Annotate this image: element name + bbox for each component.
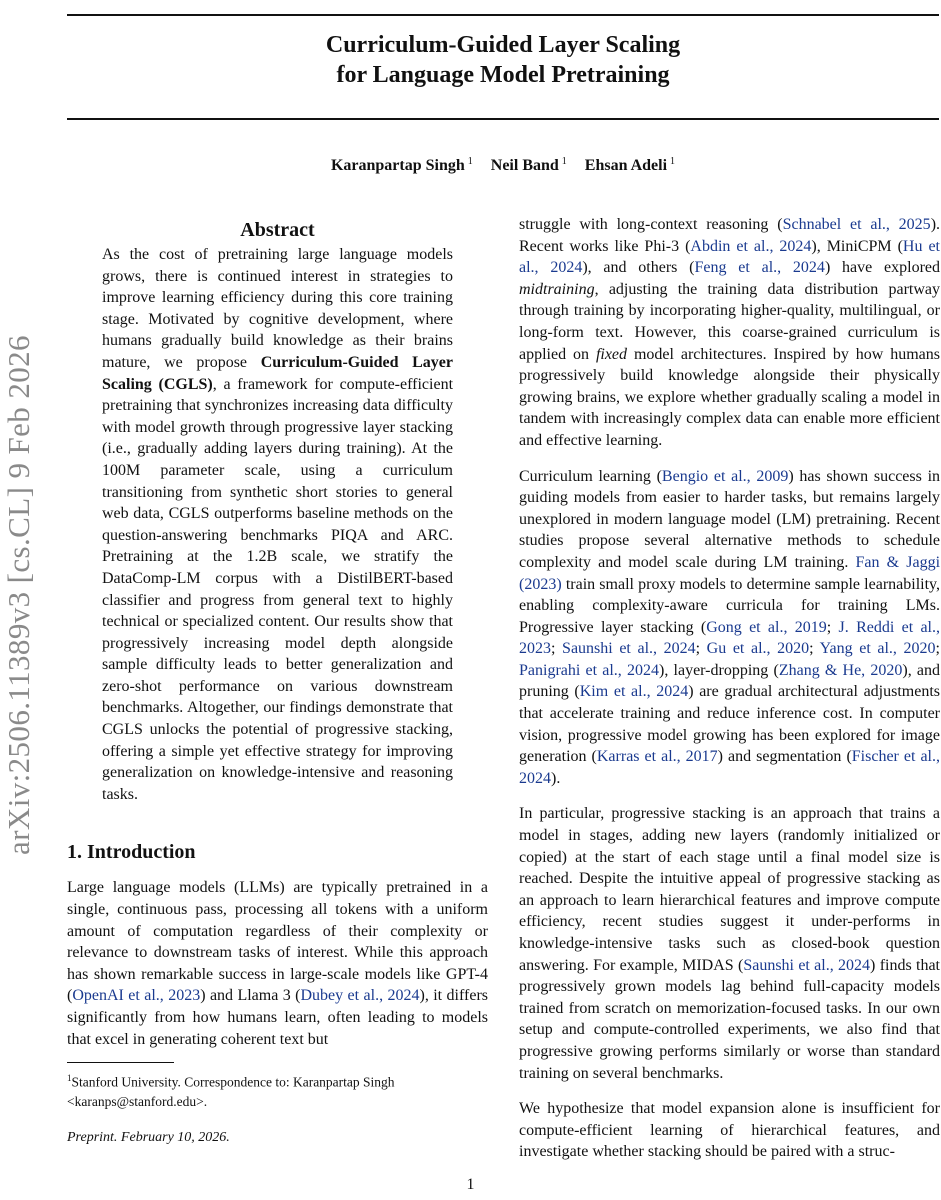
citation-link[interactable]: Zhang & He, 2020	[778, 661, 903, 679]
abstract-text: As the cost of pretraining large language models grows, there is continued interest in strategies to improve learning efficiency during this core training stage. Motivated by cognitive development, where humans gradually build knowledge as their brains mature, we propose Curriculum-Guided Layer Scaling (CGLS), a framework for compute-efficient pretraining that synchronizes increasing data difficulty with model growth through progressive layer stacking (i.e., gradually adding layers during training). At the 100M parameter scale, using a curriculum transitioning from synthetic short stories to general web data, CGLS outperforms baseline methods on the question-answering benchmarks PIQA and ARC. Pretraining at the 1.2B scale, we stratify the DataComp-LM corpus with a DistilBERT-based classifier and progress from general text to highly technical or specialized content. Our results show that progressively increasing model depth alongside sample difficulty leads to better generalization and zero-shot performance on various downstream benchmarks. Altogether, our findings demonstrate that CGLS unlocks the potential of progressive stacking, offering a simple yet effective strategy for improving generalization on knowledge-intensive and reasoning tasks.	[102, 246, 454, 803]
body-paragraph: We hypothesize that model expansion alone is insufficient for compute-efficient learning of hierarchical features, and investigate whether stacking should be paired with a struc-	[519, 1100, 940, 1161]
body-paragraph: Curriculum learning (Bengio et al., 2009) has shown success in guiding models from easier to harder tasks, but remains largely unexplored in modern language model (LM) pretraining. Recent studies propose several alternative methods to schedule complexity and model scale during LM training. Fan & Jaggi (2023) train small proxy models to determine sample learnability, enabling complexity-aware curricula for training LMs. Progressive layer stacking (Gong et al., 2019; J. Reddi et al., 2023; Saunshi et al., 2024; Gu et al., 2020; Yang et al., 2020; Panigrahi et al., 2024), layer-dropping (Zhang & He, 2020), and pruning (Kim et al., 2024) are gradual architectural adjustments that accelerate training and reduce inference cost. In computer vision, progressive model growing has been explored for image generation (Karras et al., 2017) and segmentation (Fischer et al., 2024).	[519, 467, 941, 787]
page-number: 1	[466, 1176, 475, 1193]
citation-link[interactable]: Fan & Jaggi (2023)	[519, 553, 941, 593]
paper-title	[67, 30, 939, 90]
citation-link[interactable]: Karras et al., 2017	[596, 748, 718, 766]
intro-paragraph: Large language models (LLMs) are typically pretrained in a single, continuous pass, processing all tokens with a uniform amount of computation regardless of their complexity or relevance to downstream tasks of interest. While this approach has shown remarkable success in large-scale models like GPT-4 (OpenAI et al., 2023) and Llama 3 (Dubey et al., 2024), it differs significantly from how humans learn, often leading to models that excel in generating coherent text but	[67, 879, 488, 1048]
citation-link[interactable]: Schnabel et al., 2025	[782, 216, 931, 233]
left-column	[67, 214, 488, 1147]
citation-link[interactable]: Saunshi et al., 2024	[743, 956, 871, 974]
title-bottom-rule	[67, 118, 939, 120]
title-line-2: for Language Model Pretraining	[336, 62, 670, 88]
title-line-1: Curriculum-Guided Layer Scaling	[325, 32, 681, 58]
right-column	[519, 214, 940, 1177]
author: Neil Band $^1$	[490, 156, 567, 174]
citation-link[interactable]: Gong et al., 2019	[706, 618, 827, 636]
abstract-heading: Abstract	[240, 219, 315, 241]
citation-link[interactable]: Kim et al., 2024	[579, 683, 689, 701]
citation-link[interactable]: OpenAI et al., 2023	[72, 987, 201, 1005]
body-paragraph: struggle with long-context reasoning (Schnabel et al., 2025). Recent works like Phi-3 (Abdin et al., 2024), MiniCPM (Hu et al., 2024), and others (Feng et al., 2024) have explored midtraining, adjusting the training data distribution partway through training by incorporating higher-quality, multilingual, or long-form text. However, this coarse-grained curriculum is applied on fixed model architectures. Inspired by how humans progressively build knowledge alongside their physically growing brains, we explore whether gradually scaling a model in tandem with increasingly complex data can enable more efficient and effective learning.	[519, 216, 941, 449]
citation-link[interactable]: Fischer et al., 2024	[519, 748, 941, 787]
citation-link[interactable]: Dubey et al., 2024	[300, 987, 420, 1005]
citation-link[interactable]: Feng et al., 2024	[694, 259, 825, 277]
body-paragraph: In particular, progressive stacking is an approach that trains a model in stages, adding new layers (randomly initialized or copied) at the start of each stage until a final model size is reached. Despite the intuitive appeal of progressive stacking as an approach to learn hierarchical features and improve compute efficiency, recent studies suggest it under-performs in knowledge-intensive tasks such as closed-book question answering. For example, MIDAS (Saunshi et al., 2024) finds that progressively grown models lag behind full-capacity models trained from scratch on memorization-focused tasks. In our own setup and compute-controlled experiments, we also find that progressive growing performs similarly or worse than standard training on several benchmarks.	[519, 805, 940, 1082]
author-list	[67, 156, 939, 175]
author: Ehsan Adeli $^1$	[584, 156, 676, 174]
citation-link[interactable]: J. Reddi et al., 2023	[519, 618, 941, 658]
citation-link[interactable]: Bengio et al., 2009	[661, 467, 789, 485]
citation-link[interactable]: Gu et al., 2020	[706, 640, 810, 658]
preprint-notice: Preprint. February 10, 2026.	[67, 1129, 230, 1145]
citation-link[interactable]: Hu et al., 2024	[519, 237, 940, 277]
section-heading-introduction: 1. Introduction	[67, 841, 196, 864]
citation-link[interactable]: Abdin et al., 2024	[690, 237, 812, 255]
citation-link[interactable]: Yang et al., 2020	[819, 640, 936, 658]
footnote: $^1$Stanford University. Correspondence to: Karanpartap Singh <karanps@stanford.edu>.	[67, 1073, 395, 1109]
citation-link[interactable]: Panigrahi et al., 2024	[519, 661, 659, 679]
method-name: Curriculum-Guided Layer Scaling (CGLS)	[102, 353, 453, 393]
author: Karanpartap Singh $^1$	[330, 156, 473, 174]
arxiv-id: arXiv:2506.11389v3 [cs.CL] 9 Feb 2026	[1, 335, 36, 855]
citation-link[interactable]: Saunshi et al., 2024	[562, 640, 696, 658]
footnote-rule	[67, 1062, 174, 1063]
title-top-rule	[67, 14, 939, 16]
arxiv-stamp	[2, 280, 36, 910]
